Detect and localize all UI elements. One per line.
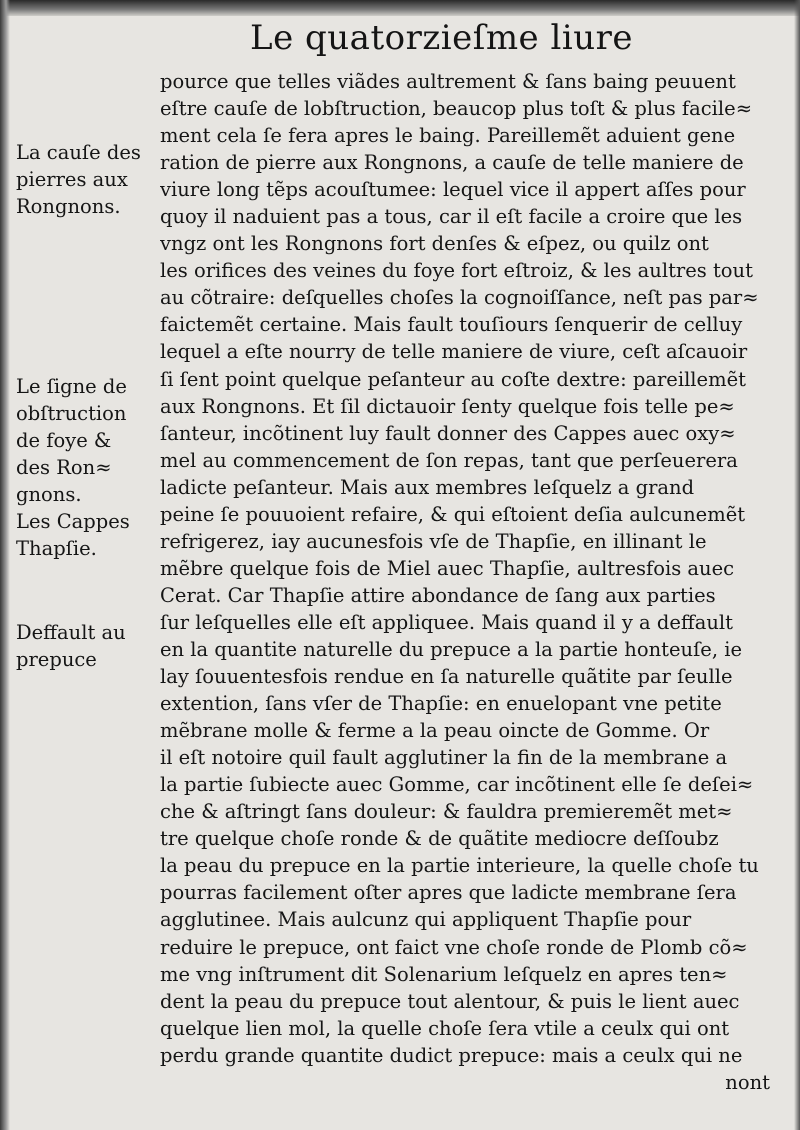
margin-note-line: Thapſie. [16, 537, 97, 560]
body-line: ſur leſquelles elle eſt appliquee. Mais quand il y a deffault [160, 610, 734, 634]
margin-note-line: prepuce [16, 648, 97, 671]
running-header: Le quatorzieſme liure [250, 18, 634, 58]
body-line: pource que telles viãdes aultrement & ſans baing peuuent [160, 70, 736, 93]
body-line: la partie ſubiecte auec Gomme, car incõtinent elle ſe deſei≈ [160, 773, 754, 797]
body-line: ration de pierre aux Rongnons, a cauſe de telle maniere de [160, 151, 744, 175]
body-line: eſtre cauſe de lobſtruction, beaucop plus toſt & plus facile≈ [160, 97, 753, 121]
body-line: mẽbre quelque fois de Miel auec Thapſie, aultresfois auec [160, 556, 735, 580]
catchword: nont [725, 1070, 770, 1094]
page-left-edge [0, 0, 10, 1130]
margin-note-line: pierres aux [16, 168, 128, 191]
margin-note-line: Rongnons. [16, 195, 121, 218]
body-line: la peau du prepuce en la partie interieure, la quelle choſe tu [160, 854, 759, 878]
body-line: ſanteur, incõtinent luy fault donner des Cappes auec oxy≈ [160, 421, 736, 445]
margin-note-line: Les Cappes [16, 510, 130, 533]
page-top-edge [0, 0, 800, 16]
body-line: lequel a eſte nourry de telle maniere de viure, ceſt aſcauoir [160, 340, 748, 364]
body-line: dent la peau du prepuce tout alentour, & puis le lient auec [160, 989, 740, 1013]
margin-note [16, 373, 127, 508]
body-line: il eſt notoire quil fault agglutiner la fin de la membrane a [160, 746, 728, 770]
body-text [160, 68, 770, 1096]
body-line: Cerat. Car Thapſie attire abondance de ſang aux parties [160, 583, 716, 607]
body-line: ment cela ſe fera apres le baing. Pareillemẽt aduient gene [160, 124, 736, 148]
body-line: refrigerez, iay aucunesfois vſe de Thapſie, en illinant le [160, 529, 707, 553]
body-line: ſi ſent point quelque peſanteur au coſte dextre: pareillemẽt [160, 367, 746, 391]
body-line: aux Rongnons. Et ſil dictauoir ſenty quelque fois telle pe≈ [160, 394, 735, 418]
body-line: ladicte peſanteur. Mais aux membres leſquelz a grand [160, 475, 695, 499]
body-line: vngz ont les Rongnons fort denſes & eſpez, ou quilz ont [160, 232, 709, 256]
margin-note [16, 619, 126, 673]
margin-note-line: Deffault au [16, 621, 126, 644]
body-line: che & aſtringt ſans douleur: & fauldra premieremẽt met≈ [160, 800, 733, 824]
body-line: quoy il naduient pas a tous, car il eſt facile a croire que les [160, 205, 743, 229]
body-line: faictemẽt certaine. Mais fault touſiours ſenquerir de celluy [160, 313, 743, 337]
margin-note-line: Le ſigne de [16, 375, 127, 398]
page-right-edge [794, 0, 800, 1130]
margin-note [16, 139, 141, 220]
body-line: tre quelque choſe ronde & de quãtite mediocre deſſoubz [160, 827, 719, 851]
body-line: en la quantite naturelle du prepuce a la partie honteuſe, ie [160, 637, 743, 661]
body-line: viure long tẽps acouſtumee: lequel vice il appert aſſes pour [160, 178, 746, 202]
margin-note-line: La cauſe des [16, 141, 141, 164]
body-line: perdu grande quantite dudict prepuce: mais a ceulx qui ne [160, 1043, 743, 1067]
body-line: peine ſe pouuoient refaire, & qui eſtoient deſia aulcunemẽt [160, 502, 746, 526]
body-line: pourras facilement oſter apres que ladicte membrane ſera [160, 881, 737, 905]
margin-note-line: gnons. [16, 483, 82, 506]
margin-note-line: de foye & [16, 429, 112, 452]
body-line: extention, ſans vſer de Thapſie: en enuelopant vne petite [160, 692, 722, 716]
margin-note-line: obſtruction [16, 402, 127, 425]
body-line: les orifices des veines du foye fort eſtroiz, & les aultres tout [160, 259, 753, 283]
margin-note [16, 508, 130, 562]
margin-note-line: des Ron≈ [16, 456, 112, 479]
body-line: agglutinee. Mais aulcunz qui appliquent Thapſie pour [160, 908, 692, 932]
body-line: reduire le prepuce, ont faict vne choſe ronde de Plomb cõ≈ [160, 935, 748, 959]
body-line: lay ſouuentesfois rendue en ſa naturelle quãtite par ſeulle [160, 665, 733, 689]
body-line: mel au commencement de ſon repas, tant que perſeuerera [160, 448, 738, 472]
body-line: me vng inſtrument dit Solenarium leſquelz en apres ten≈ [160, 962, 728, 986]
body-line: mẽbrane molle & ferme a la peau oincte de Gomme. Or [160, 719, 710, 743]
body-line: au cõtraire: deſquelles choſes la cognoiſſance, neſt pas par≈ [160, 286, 759, 310]
body-line: quelque lien mol, la quelle choſe ſera vtile a ceulx qui ont [160, 1016, 730, 1040]
